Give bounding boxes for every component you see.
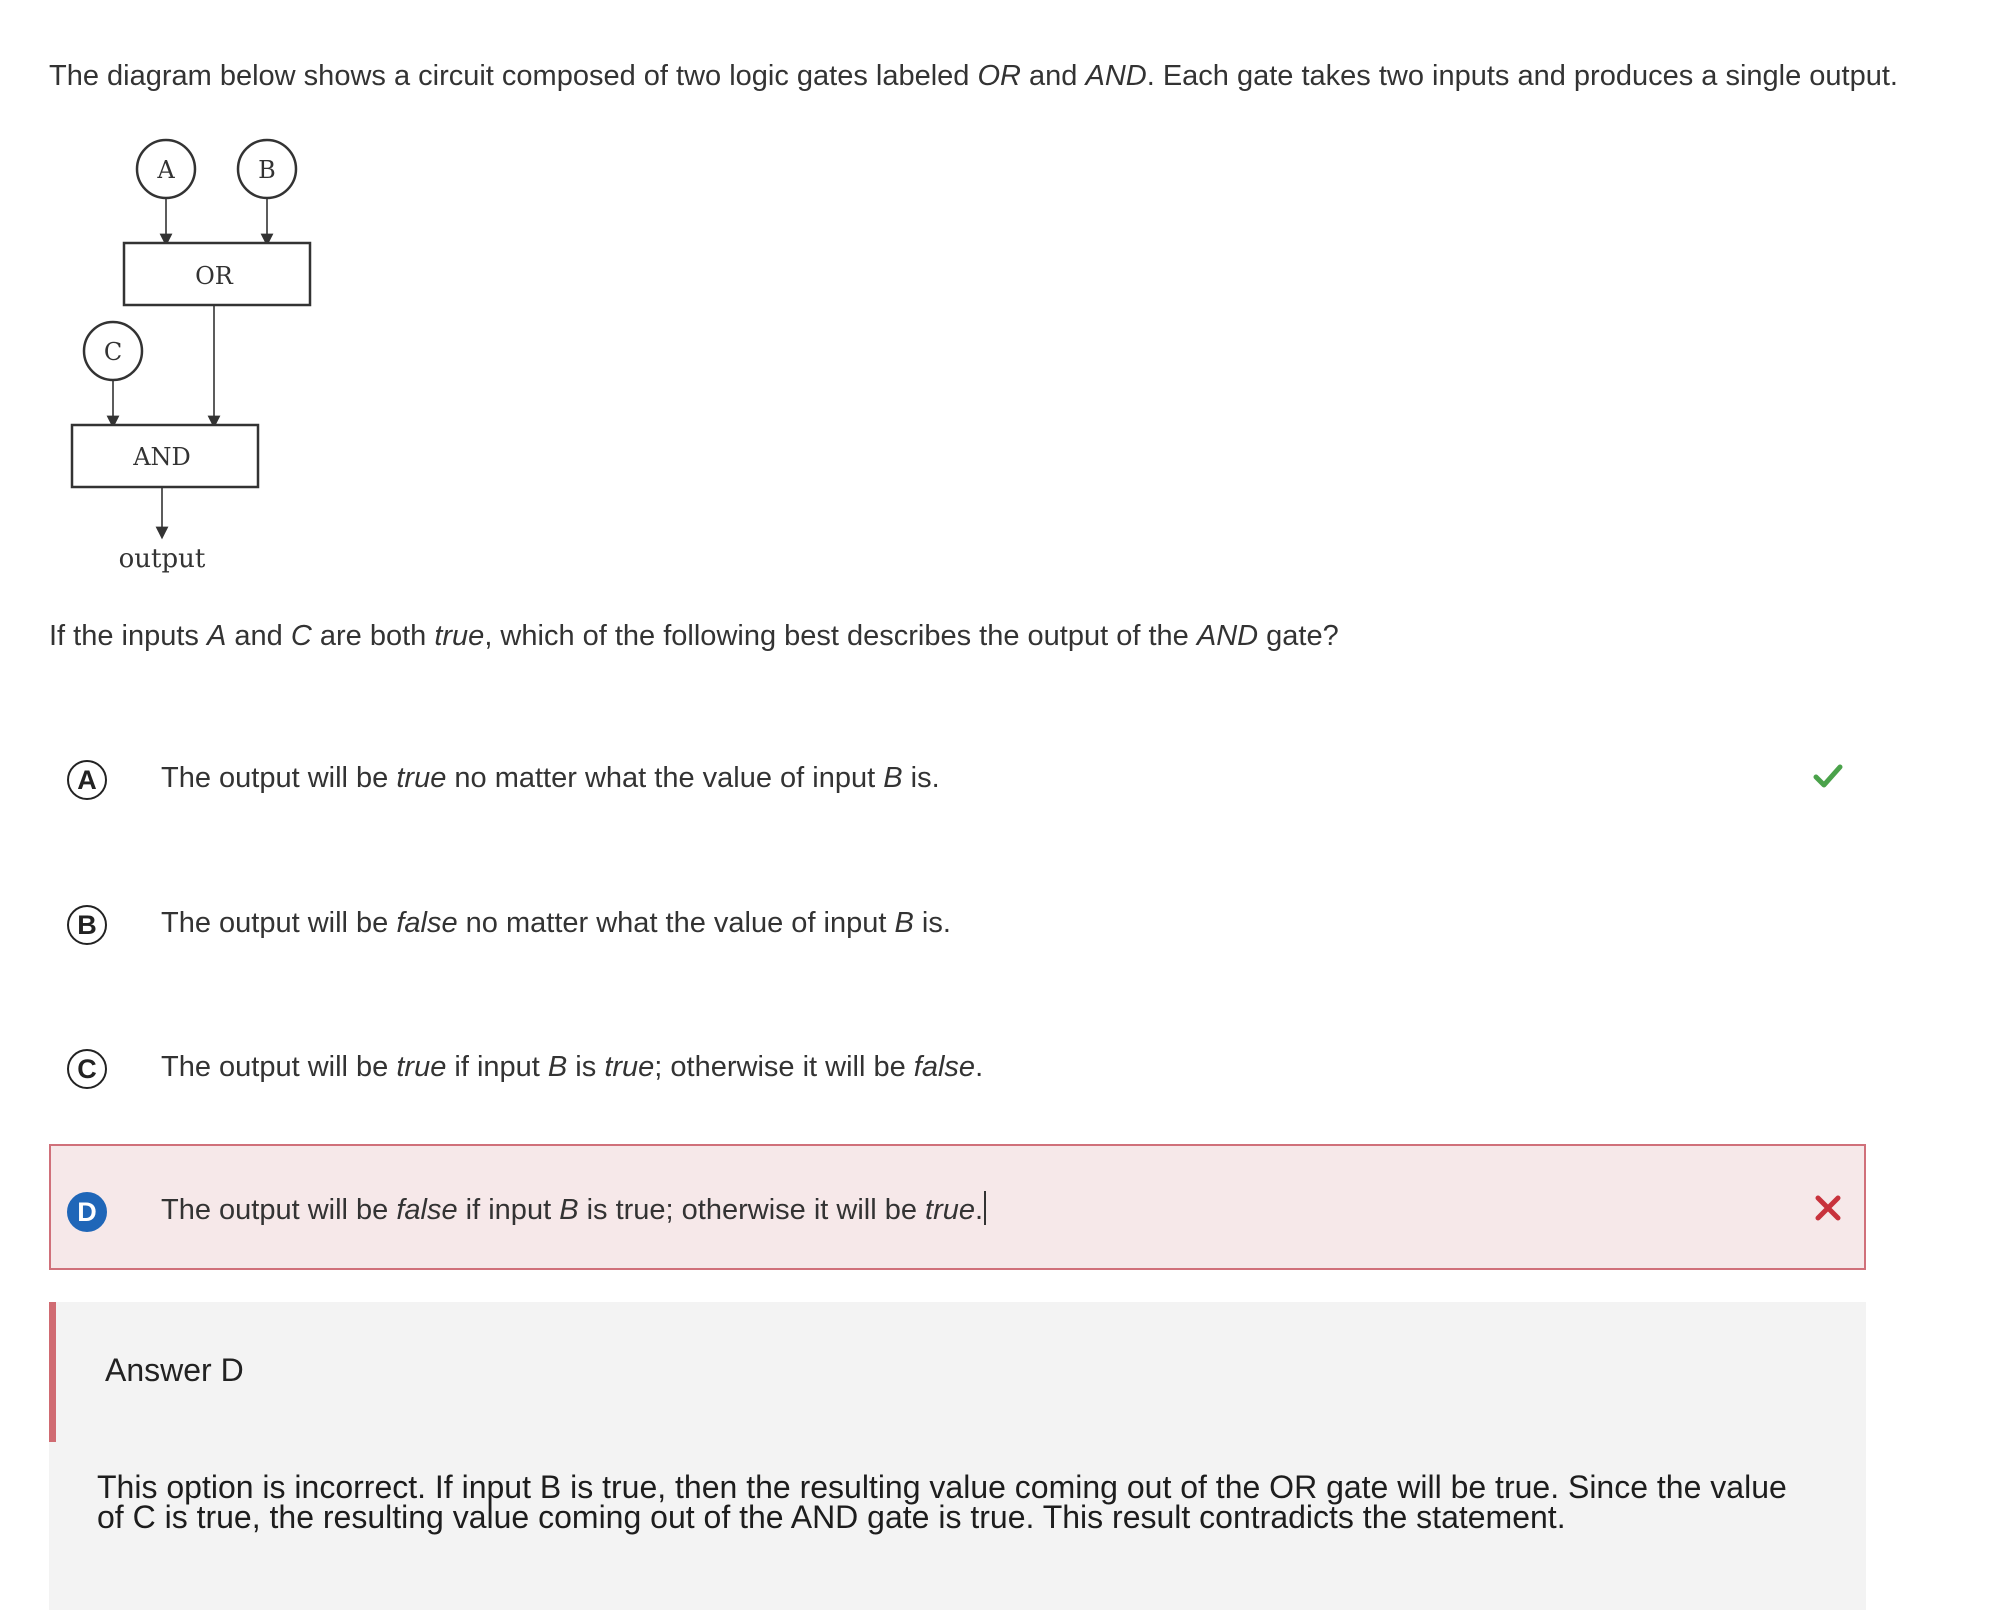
input-c-node xyxy=(84,322,142,380)
and-gate-mention: AND xyxy=(1085,60,1147,92)
and-gate xyxy=(72,425,258,487)
intro-text: The diagram below shows a circuit composed of two logic gates labeled OR and AND. Each gate takes two inputs and produces a single output. xyxy=(49,60,1898,92)
option-letter-d: D xyxy=(67,1192,107,1232)
answer-option-d[interactable] xyxy=(49,1144,1866,1270)
check-icon xyxy=(1808,756,1848,796)
option-text-c: The output will be true if input B is true; otherwise it will be false. xyxy=(161,1051,984,1083)
input-b-node xyxy=(238,140,296,198)
input-a-node xyxy=(137,140,195,198)
or-gate-label: OR xyxy=(195,262,233,290)
or-gate-mention: OR xyxy=(977,60,1021,92)
feedback-explanation: This option is incorrect. If input B is true, then the resulting value coming out of the OR gate will be true. Since the value of C is true, the resulting value coming out of the AND gate is true. This result contradicts the statement. xyxy=(97,1469,1787,1535)
feedback-accent-bar xyxy=(49,1302,56,1442)
option-text-b: The output will be false no matter what the value of input B is. xyxy=(161,907,951,939)
answer-option-c[interactable] xyxy=(49,1001,1866,1127)
option-text-d: The output will be false if input B is true; otherwise it will be true. xyxy=(161,1190,986,1230)
answer-option-a[interactable] xyxy=(49,712,1866,838)
and-gate-label: AND xyxy=(133,443,191,471)
input-b-label: B xyxy=(258,156,276,184)
or-gate xyxy=(124,243,310,305)
input-a-label: A xyxy=(157,156,175,184)
option-letter-b: B xyxy=(67,905,107,945)
x-icon xyxy=(1808,1188,1848,1228)
feedback-title: Answer D xyxy=(105,1352,244,1388)
question-text: If the inputs A and C are both true, which of the following best describes the output of the AND gate? xyxy=(49,620,1339,652)
option-text-a: The output will be true no matter what the value of input B is. xyxy=(161,762,940,794)
option-letter-c: C xyxy=(67,1049,107,1089)
input-c-label: C xyxy=(103,338,123,366)
text-caret xyxy=(984,1191,986,1225)
answer-option-b[interactable] xyxy=(49,857,1866,983)
logic-circuit-diagram xyxy=(60,130,320,590)
output-label: output xyxy=(118,544,206,574)
answer-feedback-panel xyxy=(49,1302,1866,1610)
option-letter-a: A xyxy=(67,760,107,800)
